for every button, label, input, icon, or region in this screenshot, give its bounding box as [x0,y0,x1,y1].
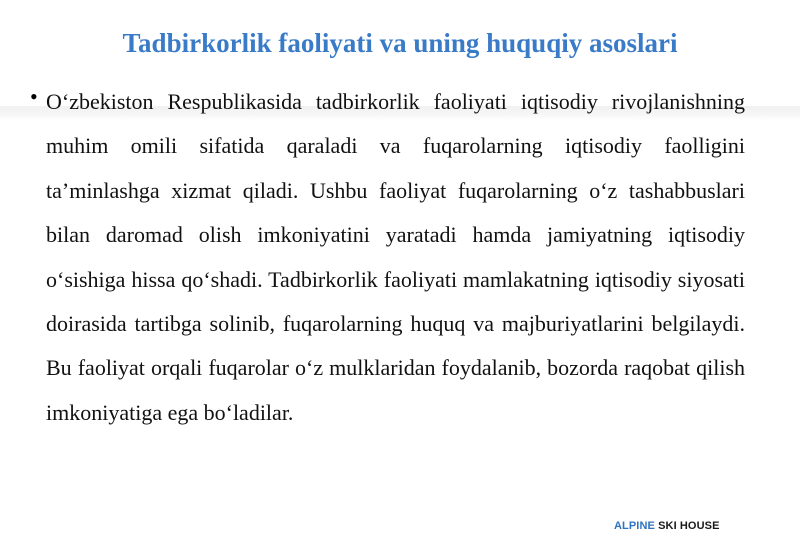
logo-word-alpine: ALPINE [614,520,655,532]
bullet-marker: • [30,84,38,109]
slide-body-text: O‘zbekiston Respublikasida tadbirkorlik faoliyati iqtisodiy rivojlanishning muhim omili sifatida qaraladi va fuqarolarning iqtisodiy faolligini ta’minlashga xizmat qiladi. Ushbu faoliyat fuqarolarning o‘z tashabbuslari bilan daromad olish imkoniyatini yaratadi hamda jamiyatning iqtisodiy o‘sishiga hissa qo‘shadi. Tadbirkorlik faoliyati mamlakatning iqtisodiy siyosati doirasida tartibga solinib, fuqarolarning huquq va majburiyatlarini belgilaydi. Bu faoliyat orqali fuqarolar o‘z mulklaridan foydalanib, bozorda raqobat qilish imkoniyatiga ega bo‘ladilar. [46,89,745,425]
slide-title: Tadbirkorlik faoliyati va uning huquqiy asoslari [122,28,678,58]
footer-logo [614,520,720,532]
logo-word-ski-house: SKI HOUSE [658,520,720,532]
